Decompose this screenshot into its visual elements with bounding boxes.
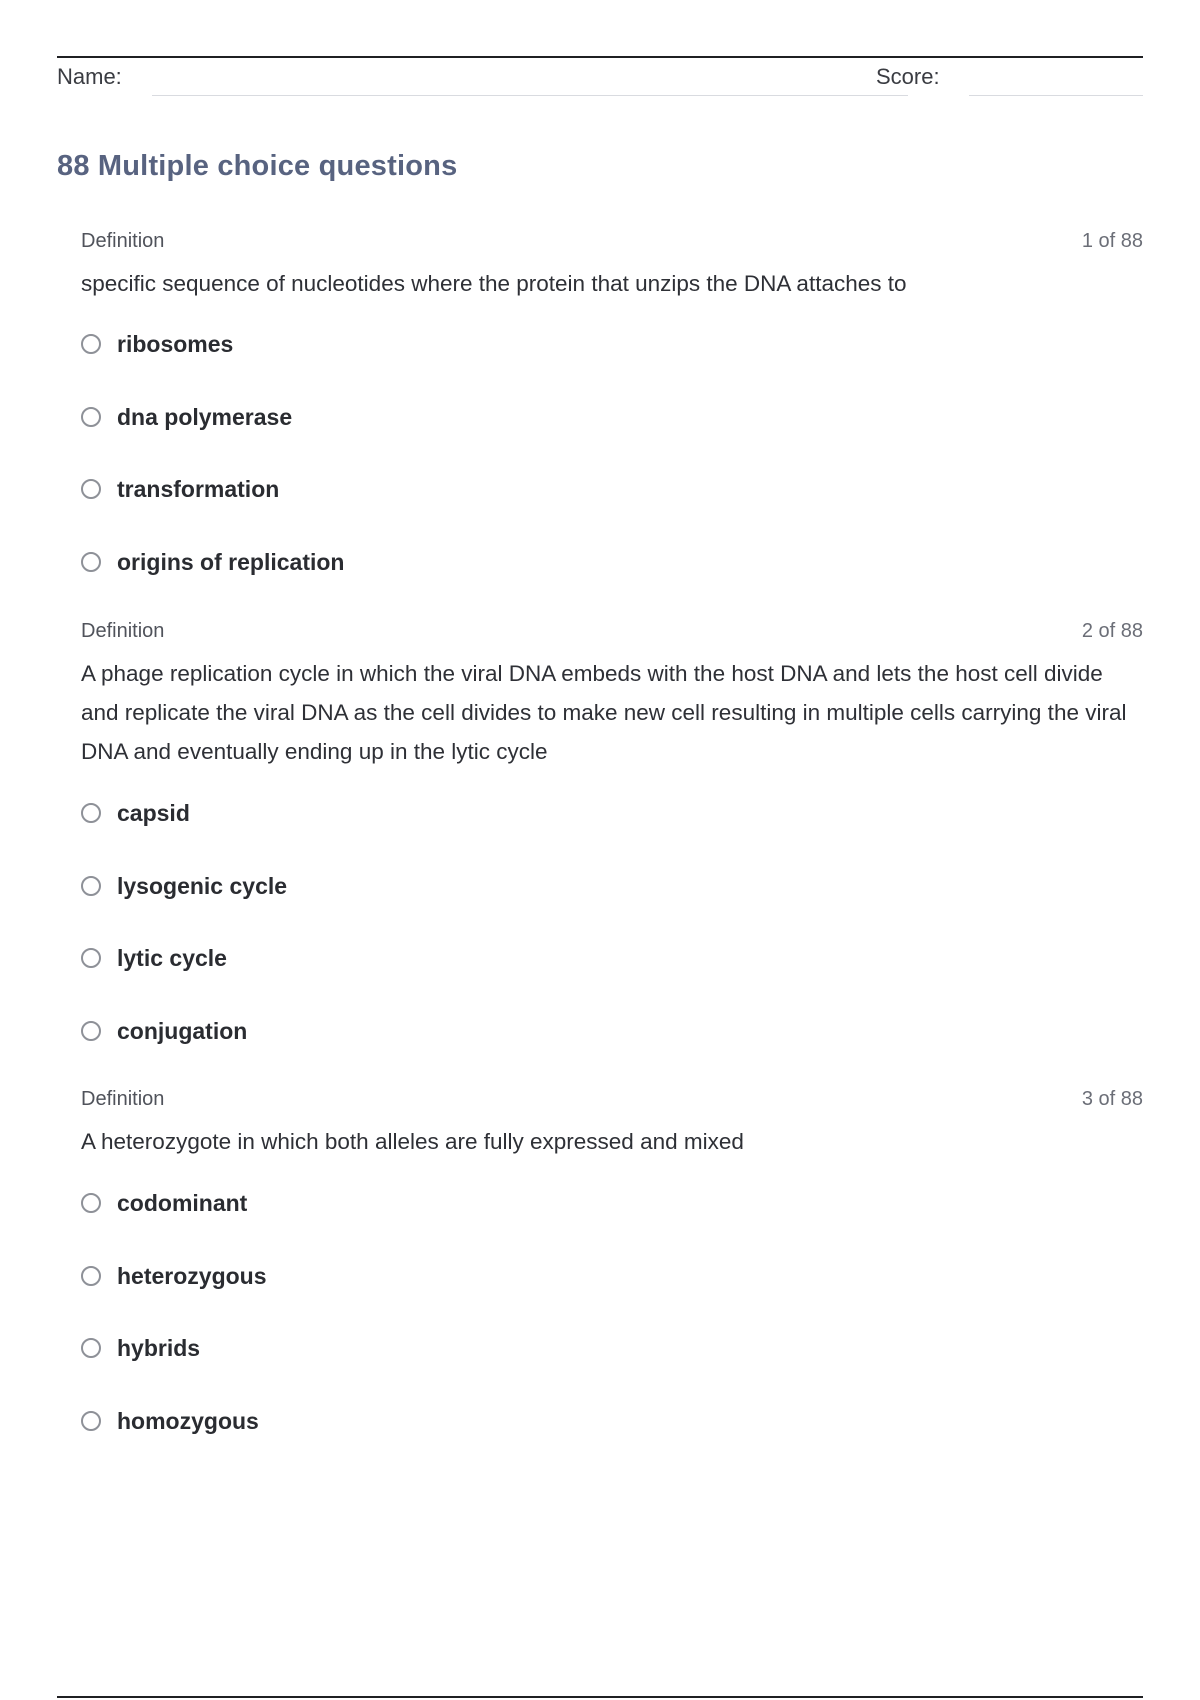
radio-circle-icon [81, 552, 101, 572]
answer-option[interactable] [81, 401, 681, 441]
option-label: lysogenic cycle [117, 873, 288, 899]
option-label: transformation [117, 476, 280, 502]
question-counter: 1 of 88 [1081, 230, 1143, 252]
option-label: origins of replication [117, 549, 345, 575]
radio-button[interactable] [81, 328, 105, 360]
radio-circle-icon [81, 803, 101, 823]
radio-circle-icon [81, 876, 101, 896]
question-type: Definition [81, 1088, 165, 1110]
radio-button[interactable] [81, 546, 105, 578]
radio-button[interactable] [81, 1405, 105, 1437]
question-counter: 2 of 88 [1081, 620, 1143, 642]
score-label: Score: [876, 64, 940, 89]
radio-button[interactable] [81, 1332, 105, 1364]
answer-option[interactable] [81, 1405, 681, 1445]
score-field-line [969, 95, 1143, 96]
name-label: Name: [57, 64, 122, 89]
question-3 [81, 1088, 1143, 1448]
option-label: capsid [117, 800, 190, 826]
answer-option[interactable] [81, 328, 681, 368]
answer-option[interactable] [81, 1015, 681, 1055]
name-field-line [152, 95, 908, 96]
answer-option[interactable] [81, 1332, 681, 1372]
option-label: codominant [117, 1190, 248, 1216]
answer-option[interactable] [81, 1260, 681, 1300]
radio-circle-icon [81, 479, 101, 499]
quiz-title: 88 Multiple choice questions [57, 150, 458, 182]
worksheet-page [57, 0, 1143, 1700]
radio-button[interactable] [81, 1187, 105, 1219]
option-label: lytic cycle [117, 945, 227, 971]
option-label: conjugation [117, 1018, 248, 1044]
answer-option[interactable] [81, 797, 681, 837]
question-counter: 3 of 88 [1081, 1088, 1143, 1110]
question-text: A phage replication cycle in which the viral DNA embeds with the host DNA and lets the host cell divide and replicate the viral DNA as the cell divides to make new cell resulting in multiple cells carrying the viral DNA and eventually ending up in the lytic cycle [81, 661, 1127, 764]
option-label: dna polymerase [117, 404, 293, 430]
radio-circle-icon [81, 1411, 101, 1431]
radio-circle-icon [81, 1021, 101, 1041]
radio-circle-icon [81, 1266, 101, 1286]
question-text: A heterozygote in which both alleles are fully expressed and mixed [81, 1129, 744, 1154]
radio-button[interactable] [81, 870, 105, 902]
radio-button[interactable] [81, 942, 105, 974]
radio-button[interactable] [81, 1015, 105, 1047]
radio-circle-icon [81, 1193, 101, 1213]
radio-button[interactable] [81, 401, 105, 433]
option-label: hybrids [117, 1335, 201, 1361]
radio-circle-icon [81, 1338, 101, 1358]
question-2 [81, 620, 1143, 1060]
radio-circle-icon [81, 407, 101, 427]
top-rule [57, 56, 1143, 58]
question-text: specific sequence of nucleotides where the protein that unzips the DNA attaches to [81, 271, 907, 296]
question-1 [81, 230, 1143, 590]
question-type: Definition [81, 230, 165, 252]
option-label: ribosomes [117, 331, 234, 357]
answer-option[interactable] [81, 1187, 681, 1227]
option-label: heterozygous [117, 1263, 267, 1289]
option-label: homozygous [117, 1408, 259, 1434]
answer-option[interactable] [81, 870, 681, 910]
bottom-rule [57, 1696, 1143, 1698]
answer-option[interactable] [81, 546, 681, 586]
answer-option[interactable] [81, 473, 681, 513]
question-type: Definition [81, 620, 165, 642]
radio-circle-icon [81, 334, 101, 354]
answer-option[interactable] [81, 942, 681, 982]
radio-button[interactable] [81, 1260, 105, 1292]
radio-button[interactable] [81, 797, 105, 829]
radio-button[interactable] [81, 473, 105, 505]
radio-circle-icon [81, 948, 101, 968]
